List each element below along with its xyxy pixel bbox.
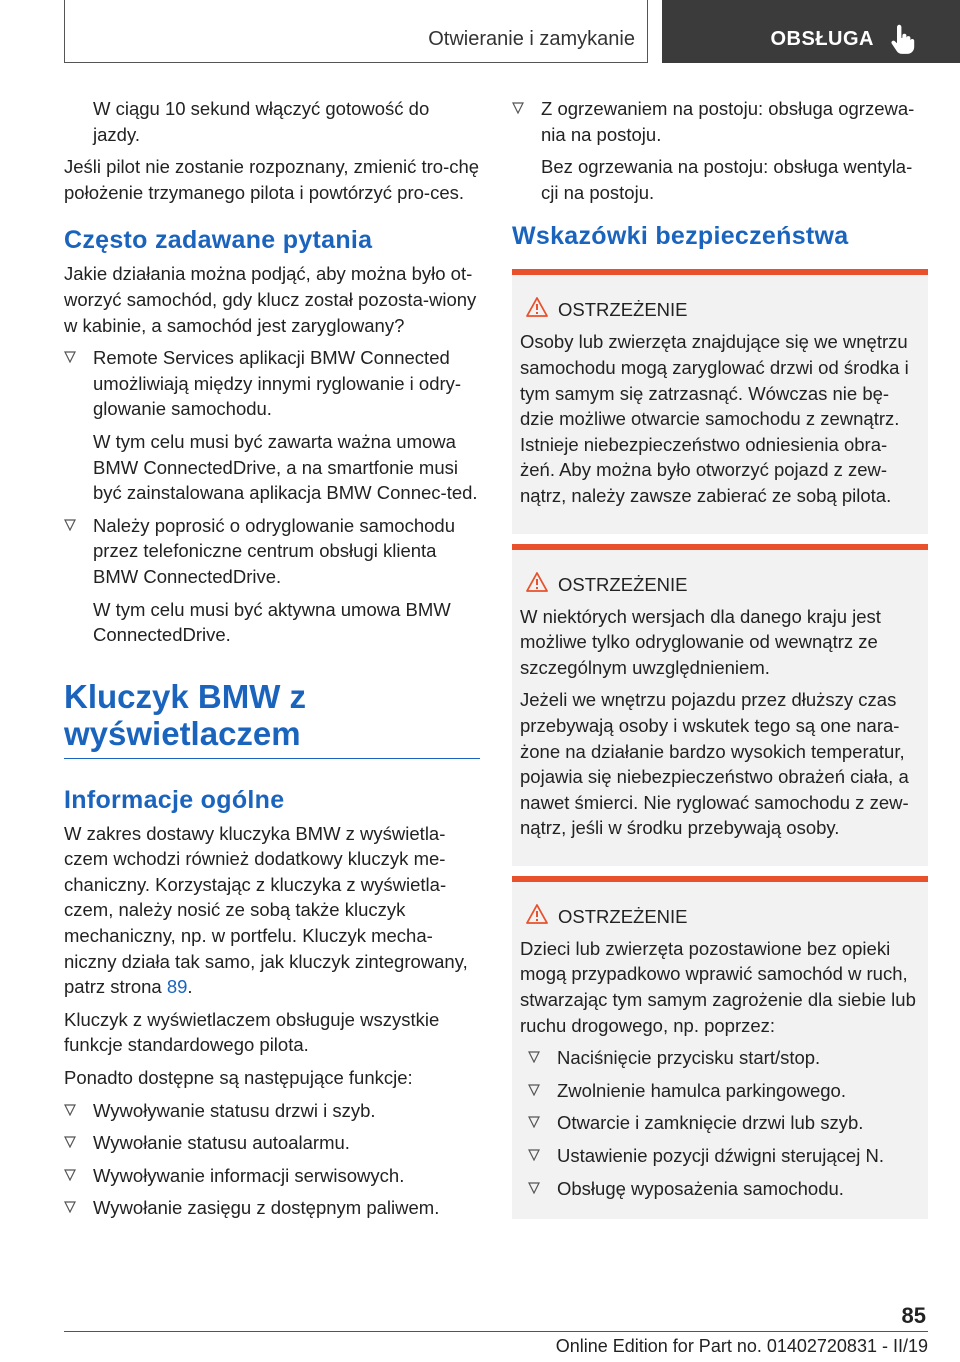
list-item-text: Otwarcie i zamknięcie drzwi lub szyb.	[557, 1112, 864, 1134]
triangle-bullet-icon	[64, 351, 76, 363]
triangle-bullet-icon	[64, 519, 76, 531]
faq-heading: Często zadawane pytania	[64, 226, 373, 255]
warning-triangle-icon	[526, 572, 548, 592]
functions-list	[64, 1098, 480, 1221]
triangle-bullet-icon	[528, 1182, 540, 1194]
list-item-text: Wywoływanie statusu drzwi i szyb.	[93, 1099, 376, 1121]
warning-text: Jeżeli we wnętrzu pojazdu przez dłuższy czas przebywają osoby i wskutek tego są one nara-żone na działanie bardzo wysokich temperatur, pojawia się niebezpieczeństwo obrażeń ciała, a nawet śmierci. Nie ryglować samochodu z zew-nątrz, jeśli w środku przebywają osoby.	[520, 689, 909, 839]
list-item	[528, 1110, 920, 1136]
list-item	[64, 1163, 480, 1189]
faq-question: Jakie działania można podjąć, aby można było ot-worzyć samochód, gdy klucz został pozosta-wiony w kabinie, a samochód jest zaryglowany?	[64, 263, 477, 336]
warning-box	[512, 269, 928, 533]
list-item-text: Wywoływanie informacji serwisowych.	[93, 1164, 405, 1186]
list-item-text: Ustawienie pozycji dźwigni sterującej N.	[557, 1145, 884, 1167]
triangle-bullet-icon	[64, 1169, 76, 1181]
general-heading: Informacje ogólne	[64, 785, 285, 814]
list-item	[64, 345, 480, 506]
list-item	[64, 513, 480, 648]
triangle-bullet-icon	[528, 1149, 540, 1161]
list-item-note: W tym celu musi być aktywna umowa BMW ConnectedDrive.	[93, 598, 451, 646]
triangle-bullet-icon	[64, 1104, 76, 1116]
list-item	[64, 1195, 480, 1221]
header-section-box[interactable]	[662, 0, 960, 63]
list-item-note: Bez ogrzewania na postoju: obsługa wentyla-cji na postoju.	[541, 156, 913, 203]
list-item-text: Naciśnięcie przycisku start/stop.	[557, 1047, 821, 1069]
warning-label: OSTRZEŻENIE	[558, 573, 688, 595]
list-item	[528, 1045, 920, 1071]
list-item-text: Wywołanie zasięgu z dostępnym paliwem.	[93, 1197, 440, 1219]
general-paragraph-2: Kluczyk z wyświetlaczem obsługuje wszystkie funkcje standardowego pilota.	[64, 1008, 440, 1056]
page-link[interactable]: 89	[166, 976, 188, 998]
list-item-text: Należy poprosić o odryglowanie samochodu przez telefoniczne centrum obsługi klienta BMW ConnectedDrive.	[93, 514, 455, 587]
list-item	[64, 1130, 480, 1156]
warning-text: Dzieci lub zwierzęta pozostawione bez opieki mogą przypadkowo wprawić samochód w ruch, stwarzając tym samym zagrożenie dla siebie lub ruchu drogowego, np. poprzez:	[520, 937, 916, 1036]
edition-note: Online Edition for Part no. 01402720831 - II/19	[555, 1336, 928, 1356]
warning-triangle-icon	[526, 297, 548, 317]
list-item-text: Zwolnienie hamulca parkingowego.	[557, 1079, 846, 1101]
list-item	[528, 1078, 920, 1104]
list-item	[528, 1176, 920, 1202]
warning-text: Osoby lub zwierzęta znajdujące się we wnętrzu samochodu mogą zaryglować drzwi od środka i tym samym się zatrzasnąć. Wówczas nie bę-dzie możliwe otwarcie samochodu z zewnątrz. Istnieje niebezpieczeństwo odniesienia obra-żeń. Aby można było otworzyć pojazd z zew-nątrz, należy zawsze zabierać ze sobą pilota.	[520, 331, 909, 506]
heater-list	[512, 96, 928, 205]
warning-label: OSTRZEŻENIE	[558, 905, 688, 927]
general-text: W zakres dostawy kluczyka BMW z wyświetla-czem wchodzi również dodatkowy kluczyk me-chaniczny. Korzystając z kluczyka z wyświetla-czem, należy nosić ze sobą także kluczyk mechaniczny, np. w portfelu. Kluczyk mecha-niczny działa tak samo, jak kluczyk zintegrowany, patrz strona	[64, 822, 468, 998]
general-text-end: .	[187, 976, 193, 998]
header-chapter-box	[64, 0, 648, 63]
warning-box	[512, 544, 928, 866]
intro-paragraph: W ciągu 10 sekund włączyć gotowość do jazdy.	[93, 98, 430, 145]
warning-label: OSTRZEŻENIE	[558, 299, 688, 321]
list-item-note: W tym celu musi być zawarta ważna umowa BMW ConnectedDrive, a na smartfonie musi być zainstalowana aplikacja BMW Connec-ted.	[93, 430, 478, 504]
list-item-text: Wywołanie statusu autoalarmu.	[93, 1132, 350, 1154]
retry-paragraph: Jeśli pilot nie zostanie rozpoznany, zmienić tro-chę położenie trzymanego pilota i powtórzyć pro-ces.	[64, 156, 480, 203]
warning-triangle-icon	[526, 904, 548, 924]
triangle-bullet-icon	[64, 1201, 76, 1213]
general-paragraph-3: Ponadto dostępne są następujące funkcje:	[64, 1067, 413, 1089]
triangle-bullet-icon	[64, 1136, 76, 1148]
faq-list	[64, 345, 480, 648]
section-label: OBSŁUGA	[770, 28, 874, 50]
warning-list	[520, 1045, 920, 1201]
footer-divider	[64, 1331, 928, 1332]
warning-text: W niektórych wersjach dla danego kraju jest możliwe tylko odryglowanie od wewnątrz ze szczególnym uwzględnieniem.	[520, 605, 881, 678]
list-item-text: Z ogrzewaniem na postoju: obsługa ogrzewa-nia na postoju.	[541, 98, 915, 145]
triangle-bullet-icon	[528, 1084, 540, 1096]
triangle-bullet-icon	[512, 102, 524, 114]
triangle-bullet-icon	[528, 1051, 540, 1063]
page-number: 85	[901, 1303, 926, 1328]
safety-heading: Wskazówki bezpieczeństwa	[512, 222, 849, 251]
left-column	[64, 96, 480, 1228]
list-item-text: Remote Services aplikacji BMW Connected umożliwiają między innymi ryglowanie i odry-glowanie samochodu.	[93, 347, 462, 420]
general-paragraph	[64, 821, 480, 1000]
warning-box	[512, 876, 928, 1219]
list-item	[64, 1098, 480, 1124]
chapter-title: Otwieranie i zamykanie	[428, 28, 635, 50]
triangle-bullet-icon	[528, 1116, 540, 1128]
list-item-text: Obsługę wyposażenia samochodu.	[557, 1177, 844, 1199]
chapter-heading: Kluczyk BMW z wyświetlaczem	[64, 678, 480, 759]
hand-pointer-icon	[888, 24, 916, 54]
list-item	[528, 1143, 920, 1169]
list-item	[512, 96, 928, 205]
right-column	[512, 96, 928, 1229]
